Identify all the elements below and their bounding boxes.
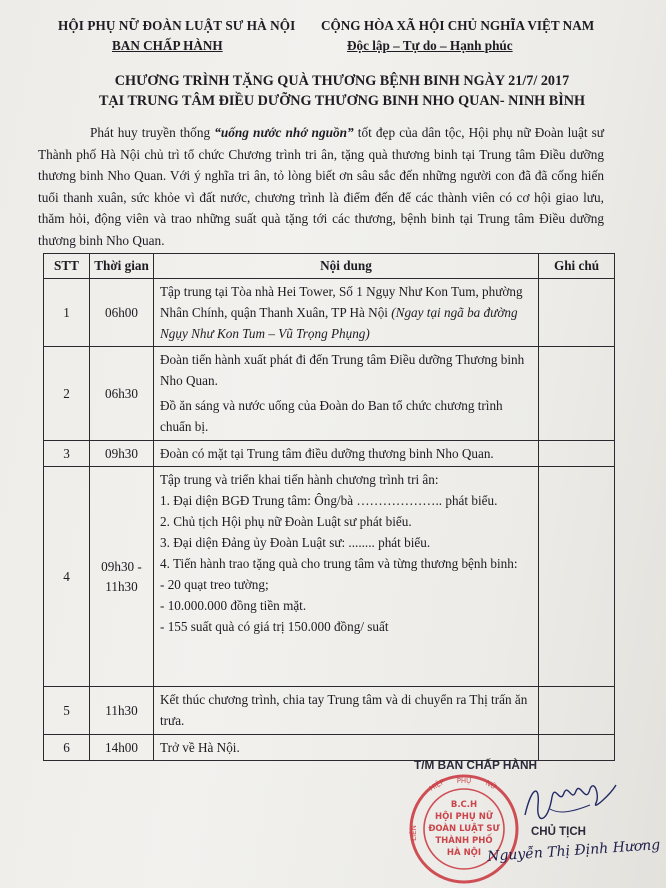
- program-item: 3. Đại diện Đảng ủy Đoàn Luật sư: ........ phát biểu.: [160, 535, 431, 550]
- national-title: CỘNG HÒA XÃ HỘI CHỦ NGHĨA VIỆT NAM: [321, 18, 595, 33]
- row-italic-note: (Ngay tại ngã ba đường Ngụy Như Kon Tum – Vũ Trọng Phụng): [160, 305, 518, 341]
- row-note: [539, 735, 615, 761]
- row-note: [539, 347, 615, 441]
- national-motto: Độc lập – Tự do – Hạnh phúc: [347, 38, 513, 53]
- program-item: 2. Chủ tịch Hội phụ nữ Đoàn Luật sư phát biểu.: [160, 514, 412, 529]
- svg-text:ĐOÀN LUẬT SƯ: ĐOÀN LUẬT SƯ: [428, 824, 500, 834]
- svg-text:LIÊN: LIÊN: [410, 825, 418, 841]
- row-content: [154, 467, 539, 687]
- intro-text-after: tốt đẹp của dân tộc, Hội phụ nữ Đoàn luật sư Thành phố Hà Nội chủ trì tổ chức Chương trình tri ân, tặng quà thương binh tại Trung tâm Điều dưỡng thương binh Nho Quan. Với ý nghĩa tri ân, tỏ lòng biết ơn sâu sắc đến những người con đã đã cống hiến tuổi thanh xuân, sức khỏe vì đất nước, chương trình là điểm đến để các thành viên có cơ hội giao lưu, thăm hỏi, động viên và trao những suất quà tặng tới các thương, bệnh binh tại Trung tâm Điều dưỡng thương binh Nho Quan.: [38, 125, 605, 248]
- table-row: [44, 441, 615, 467]
- row-intro: Tập trung và triển khai tiến hành chương trình tri ân:: [160, 472, 439, 487]
- gift-bullet: - 10.000.000 đồng tiền mặt.: [160, 598, 307, 613]
- official-stamp: [408, 773, 520, 885]
- table-row: [44, 687, 615, 735]
- row-stt: 5: [44, 687, 90, 735]
- intro-text-before: Phát huy truyền thống: [90, 125, 215, 140]
- row-content: [154, 347, 539, 441]
- svg-text:NỮ: NỮ: [484, 778, 498, 792]
- row-time-end: 11h30: [105, 578, 138, 594]
- row-time: [90, 467, 154, 687]
- signatory-name: Nguyễn Thị Định Hương: [486, 836, 661, 866]
- table-row: [44, 467, 615, 687]
- row-paragraph: Đồ ăn sáng và nước uống của Đoàn do Ban tổ chức chương trình chuẩn bị.: [160, 398, 503, 434]
- svg-text:THÀNH PHỐ: THÀNH PHỐ: [435, 836, 493, 846]
- row-stt: 4: [44, 467, 90, 687]
- svg-text:HỘI PHỤ NỮ: HỘI PHỤ NỮ: [435, 812, 493, 822]
- row-time: 11h30: [90, 687, 154, 735]
- row-time: 09h30: [90, 441, 154, 467]
- row-time: 06h30: [90, 347, 154, 441]
- gift-bullet: - 20 quạt treo tường;: [160, 577, 269, 592]
- row-time: 14h00: [90, 735, 154, 761]
- signatory-title: CHỦ TỊCH: [531, 826, 586, 838]
- row-text: Tập trung tại Tòa nhà Hei Tower, Số 1 Ngụy Như Kon Tum, phường Nhân Chính, quận Thanh Xuân, TP Hà Nội: [160, 284, 523, 320]
- row-stt: 2: [44, 347, 90, 441]
- row-paragraph: Đoàn tiến hành xuất phát đi đến Trung tâm Điều dưỡng Thương binh Nho Quan.: [160, 352, 525, 388]
- row-stt: 6: [44, 735, 90, 761]
- row-note: [539, 467, 615, 687]
- header-stt: STT: [44, 254, 90, 279]
- row-content: [154, 279, 539, 347]
- doc-title-line1: CHƯƠNG TRÌNH TẶNG QUÀ THƯƠNG BỆNH BINH NGÀY 21/7/ 2017: [114, 73, 570, 89]
- table-row: [44, 279, 615, 347]
- program-item: 1. Đại diện BGĐ Trung tâm: Ông/bà ……………….. phát biểu.: [160, 493, 498, 508]
- intro-quote: “uống nước nhớ nguồn”: [214, 125, 354, 140]
- svg-text:PHỤ: PHỤ: [456, 777, 472, 785]
- org-name: HỘI PHỤ NỮ ĐOÀN LUẬT SƯ HÀ NỘI: [58, 18, 296, 33]
- row-content: Đoàn có mặt tại Trung tâm điều dưỡng thương binh Nho Quan.: [154, 441, 539, 467]
- row-content: Trở về Hà Nội.: [154, 735, 539, 761]
- signatory-board: T/M BAN CHẤP HÀNH: [414, 758, 537, 772]
- intro-paragraph: [38, 122, 604, 252]
- row-note: [539, 441, 615, 467]
- program-item: 4. Tiến hành trao tặng quà cho trung tâm và từng thương bệnh binh:: [160, 556, 518, 571]
- svg-text:B.C.H: B.C.H: [450, 800, 478, 810]
- handwritten-signature: [520, 775, 620, 830]
- row-stt: 3: [44, 441, 90, 467]
- doc-title-line2: TẠI TRUNG TÂM ĐIỀU DƯỠNG THƯƠNG BINH NHO QUAN- NINH BÌNH: [98, 93, 586, 109]
- schedule-table: [43, 253, 615, 761]
- svg-text:HIỆP: HIỆP: [428, 777, 446, 793]
- table-row: [44, 735, 615, 761]
- table-row: [44, 347, 615, 441]
- row-time-start: 09h30 -: [101, 558, 142, 574]
- gift-bullet: - 155 suất quà có giá trị 150.000 đồng/ suất: [160, 619, 389, 634]
- row-note: [539, 279, 615, 347]
- header-note: Ghi chú: [539, 254, 615, 279]
- svg-text:HÀ NỘI: HÀ NỘI: [446, 848, 482, 858]
- row-content: Kết thúc chương trình, chia tay Trung tâm và di chuyển ra Thị trấn ăn trưa.: [154, 687, 539, 735]
- org-board: BAN CHẤP HÀNH: [112, 38, 223, 53]
- header-content: Nội dung: [154, 254, 539, 279]
- row-note: [539, 687, 615, 735]
- header-time: Thời gian: [90, 254, 154, 279]
- row-stt: 1: [44, 279, 90, 347]
- table-header-row: [44, 254, 615, 279]
- row-time: 06h00: [90, 279, 154, 347]
